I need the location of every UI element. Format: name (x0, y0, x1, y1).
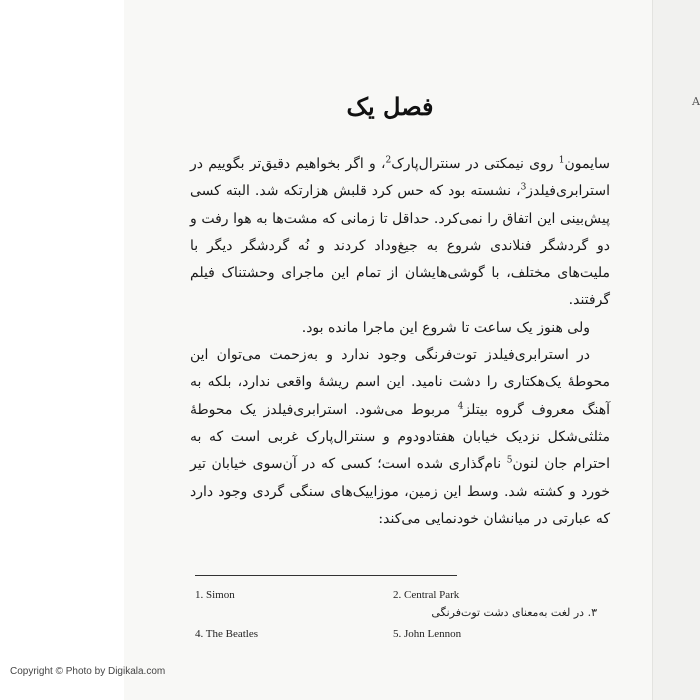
footnote-ref-2: 2 (385, 155, 392, 166)
text-run: ، و اگر بخواهیم دقیق‌تر بگوییم در استرابری‌فیلدز (190, 156, 610, 200)
footnote-3: ۳. در لغت به‌معنای دشت توت‌فرنگی (431, 606, 597, 619)
text-run: ، نشسته بود که حس کرد قلبش هزارتکه شد. البته کسی پیش‌بینی این اتفاق را نمی‌کرد. حداقل تا زمانی که مشت‌ها به هوا رفت و دو گردشگر فنلاندی شروع به جیغ‌وداد کردند و نُه گردشگر دیگر با ملیت‌های مختلف، با گوشی‌هایشان از تمام این ماجرای وحشتناک فیلم گرفتند. (190, 183, 610, 309)
next-page-text-fragment: A (692, 95, 700, 108)
footnote-4: 4. The Beatles (195, 628, 259, 640)
paragraph-2: ولی هنوز یک ساعت تا شروع این ماجرا مانده بود. (301, 319, 590, 336)
footnote-ref-5: 5 (506, 455, 513, 466)
paragraph-1 (190, 151, 610, 315)
text-run: مربوط می‌شود. استرابری‌فیلدز یک محوطهٔ مثلثی‌شکل نزدیک خیابان هفتادودوم و سنترال‌پارک غربی است که به احترام جان لنون (190, 401, 611, 473)
text-run: در استرابری‌فیلدز توت‌فرنگی وجود ندارد و به‌زحمت می‌توان این محوطهٔ یک‌هکتاری را دشت نامید. این اسم ریشهٔ واقعی ندارد، بلکه به آهنگ معروف گروه بیتلز (190, 347, 610, 418)
footnote-2: 2. Central Park (393, 589, 460, 601)
body-text (190, 151, 610, 533)
footnote-separator (195, 575, 457, 576)
footnote-ref-3: 3 (520, 182, 527, 193)
footnote-5: 5. John Lennon (393, 628, 462, 640)
text-run: سایمون (564, 156, 610, 172)
chapter-title: فصل یک (346, 92, 434, 121)
footnote-1: 1. Simon (195, 589, 235, 601)
copyright-watermark: Copyright © Photo by Digikala.com (10, 666, 166, 677)
text-run: نام‌گذاری شده است؛ کسی که در آن‌سوی خیابان تیر خورد و کشته شد. وسط این زمین، موزاییک‌های سنگی گردی وجود دارد که عبارتی در میانشان خودنمایی می‌کند: (190, 456, 610, 527)
text-run: روی نیمکتی در سنترال‌پارک (391, 156, 559, 172)
paragraph-3 (190, 342, 610, 533)
footnote-ref-4: 4 (457, 401, 464, 412)
footnote-ref-1: 1 (558, 155, 565, 166)
